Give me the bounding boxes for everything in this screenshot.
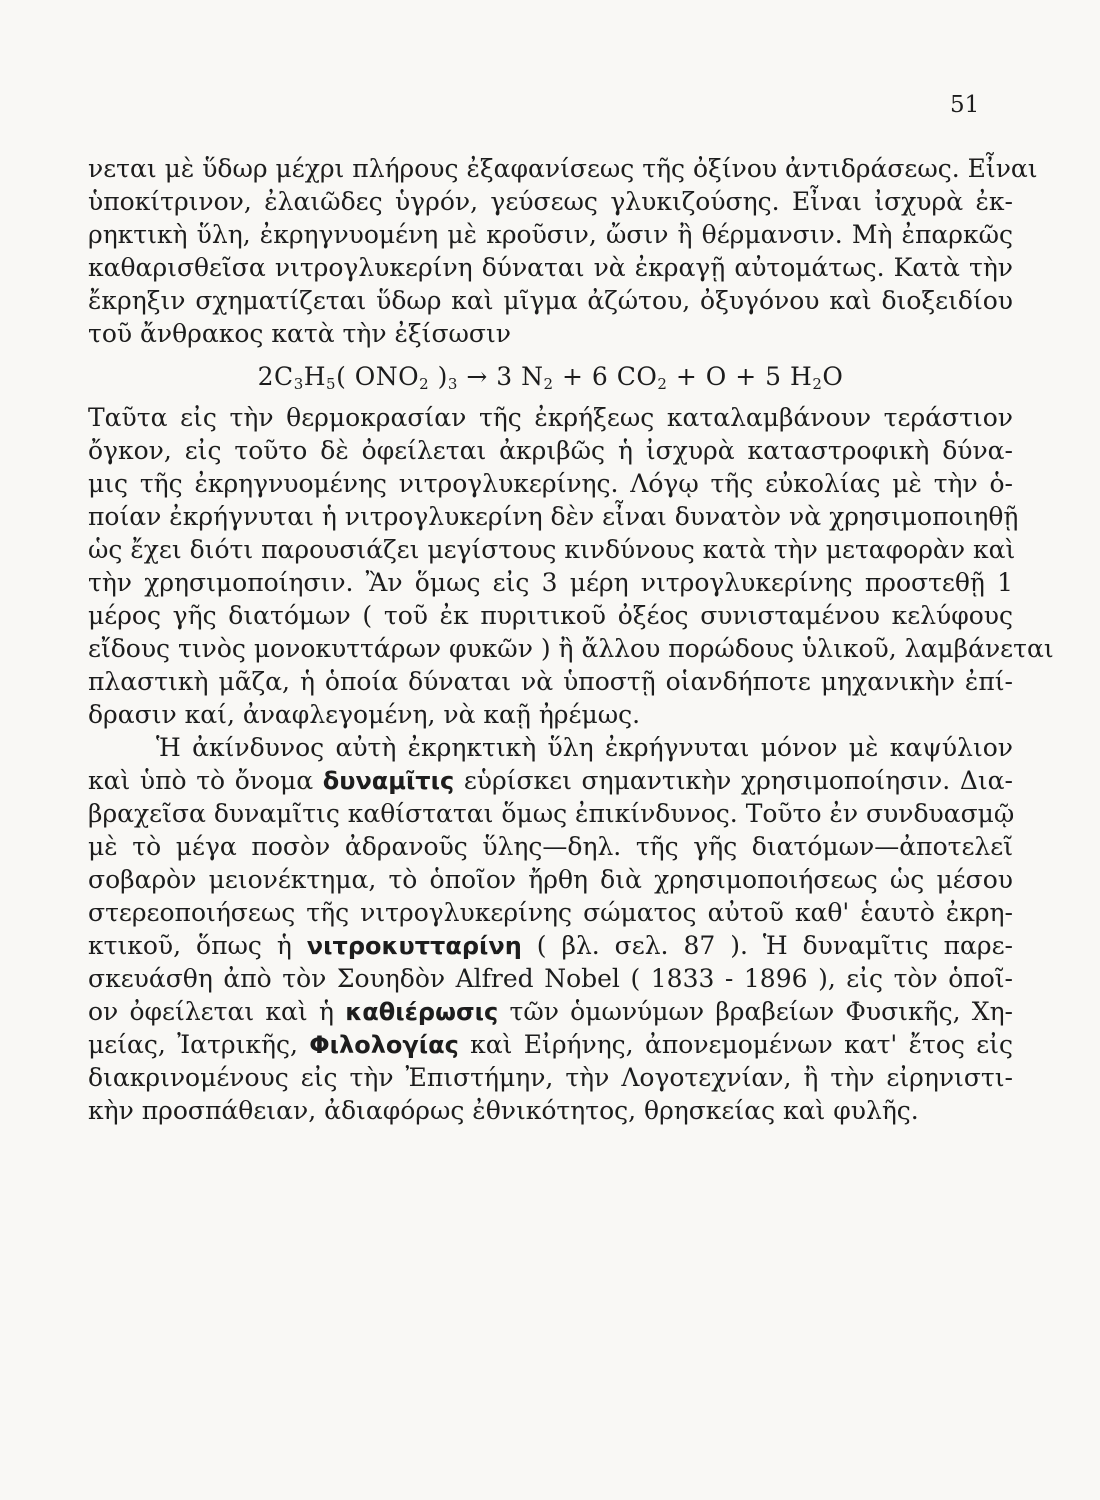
text-line: κτικοῦ, ὅπως ἡ νιτροκυτταρίνη ( βλ. σελ. 87 ). Ἡ δυναμῖτις παρε- [88, 931, 1013, 960]
text-line: μείας, Ἰατρικῆς, Φιλολογίας καὶ Εἰρήνης, ἀπονεμομένων κατ' ἔτος εἰς [88, 1030, 1013, 1059]
text-line: ρηκτικὴ ὕλη, ἐκρηγνυομένη μὲ κροῦσιν, ὤσιν ἢ θέρμανσιν. Μὴ ἐπαρκῶς [88, 220, 1013, 249]
text-line: σοβαρὸν μειονέκτημα, τὸ ὁποῖον ἤρθη διὰ χρησιμοποιήσεως ὡς μέσου [88, 865, 1013, 894]
body-text [88, 152, 1054, 1127]
chemical-equation: $2C_3H_5$( $ONO_2$ )$_3 \to 3$ $N_2 + 6$ $CO_2 + O + 5$ $H_2O$ [257, 362, 844, 393]
text-line: μὲ τὸ μέγα ποσὸν ἀδρανοῦς ὕλης—δηλ. τῆς γῆς διατόμων—ἀποτελεῖ [88, 832, 1013, 861]
text-line: τὴν χρησιμοποίησιν. Ἂν ὅμως εἰς 3 μέρη νιτρογλυκερίνης προστεθῇ 1 [88, 568, 1013, 597]
term-dynamite: δυναμῖτις [322, 767, 455, 795]
text-line: ον ὀφείλεται καὶ ἡ καθιέρωσις τῶν ὁμωνύμων βραβείων Φυσικῆς, Χη- [88, 997, 1013, 1026]
text-line: δρασιν καί, ἀναφλεγομένη, νὰ καῇ ἠρέμως. [88, 700, 641, 729]
text-line: νεται μὲ ὕδωρ μέχρι πλήρους ἐξαφανίσεως τῆς ὀξίνου ἀντιδράσεως. Εἶναι [88, 154, 1038, 183]
page-number: 51 [950, 92, 980, 118]
text-line: Ἡ ἀκίνδυνος αὐτὴ ἐκρηκτικὴ ὕλη ἐκρήγνυται μόνον μὲ καψύλιον [156, 733, 1013, 762]
text-line: ἔκρηξιν σχηματίζεται ὕδωρ καὶ μῖγμα ἀζώτου, ὀξυγόνου καὶ διοξειδίου [88, 286, 1013, 315]
term-establishment: καθιέρωσις [345, 998, 499, 1026]
paragraph-nitroglycerin-properties [88, 152, 1038, 350]
text-line: εἴδους τινὸς μονοκυττάρων φυκῶν ) ἢ ἄλλου πορώδους ὑλικοῦ, λαμβάνεται [88, 634, 1054, 663]
text-line: καθαρισθεῖσα νιτρογλυκερίνη δύναται νὰ ἐκραγῇ αὐτομάτως. Κατὰ τὴν [88, 253, 1013, 282]
term-nitrocellulose: νιτροκυτταρίνη [306, 932, 522, 960]
paragraph-explosion-products [88, 401, 1054, 731]
text-line: πλαστικὴ μᾶζα, ἡ ὁποία δύναται νὰ ὑποστῇ οἱανδήποτε μηχανικὴν ἐπί- [88, 667, 1013, 696]
text-line: ὑποκίτρινον, ἐλαιῶδες ὑγρόν, γεύσεως γλυκιζούσης. Εἶναι ἰσχυρὰ ἐκ- [88, 187, 1013, 216]
text-line: τοῦ ἄνθρακος κατὰ τὴν ἐξίσωσιν [88, 319, 511, 348]
text-line: μέρος γῆς διατόμων ( τοῦ ἐκ πυριτικοῦ ὀξέος συνισταμένου κελύφους [88, 601, 1013, 630]
text-line: ὡς ἔχει διότι παρουσιάζει μεγίστους κινδύνους κατὰ τὴν μεταφορὰν καὶ [88, 535, 1016, 564]
text-line: διακρινομένους εἰς τὴν Ἐπιστήμην, τὴν Λογοτεχνίαν, ἢ τὴν εἰρηνιστι- [88, 1063, 1013, 1092]
term-literature: Φιλολογίας [309, 1031, 459, 1059]
text-line: βραχεῖσα δυναμῖτις καθίσταται ὅμως ἐπικίνδυνος. Τοῦτο ἐν συνδυασμῷ [88, 799, 1015, 828]
text-line: μις τῆς ἐκρηγνυομένης νιτρογλυκερίνης. Λόγῳ τῆς εὐκολίας μὲ τὴν ὁ- [88, 469, 1013, 498]
text-line: ποίαν ἐκρήγνυται ἡ νιτρογλυκερίνη δὲν εἶναι δυνατὸν νὰ χρησιμοποιηθῇ [88, 502, 1019, 531]
text-line: ὄγκον, εἰς τοῦτο δὲ ὀφείλεται ἀκριβῶς ἡ ἰσχυρὰ καταστροφικὴ δύνα- [88, 436, 1013, 465]
text-line: καὶ ὑπὸ τὸ ὄνομα δυναμῖτις εὑρίσκει σημαντικὴν χρησιμοποίησιν. Δια- [88, 766, 1014, 795]
text-line: στερεοποιήσεως τῆς νιτρογλυκερίνης σώματος αὐτοῦ καθ' ἑαυτὸ ἐκρη- [88, 898, 1013, 927]
paragraph-dynamite [88, 731, 1013, 1127]
text-line: σκευάσθη ἀπὸ τὸν Σουηδὸν Alfred Nobel ( 1833 - 1896 ), εἰς τὸν ὁποῖ- [88, 964, 1013, 993]
text-line: κὴν προσπάθειαν, ἀδιαφόρως ἐθνικότητος, θρησκείας καὶ φυλῆς. [88, 1096, 919, 1125]
text-line: Ταῦτα εἰς τὴν θερμοκρασίαν τῆς ἐκρήξεως καταλαμβάνουν τεράστιον [88, 403, 1013, 432]
